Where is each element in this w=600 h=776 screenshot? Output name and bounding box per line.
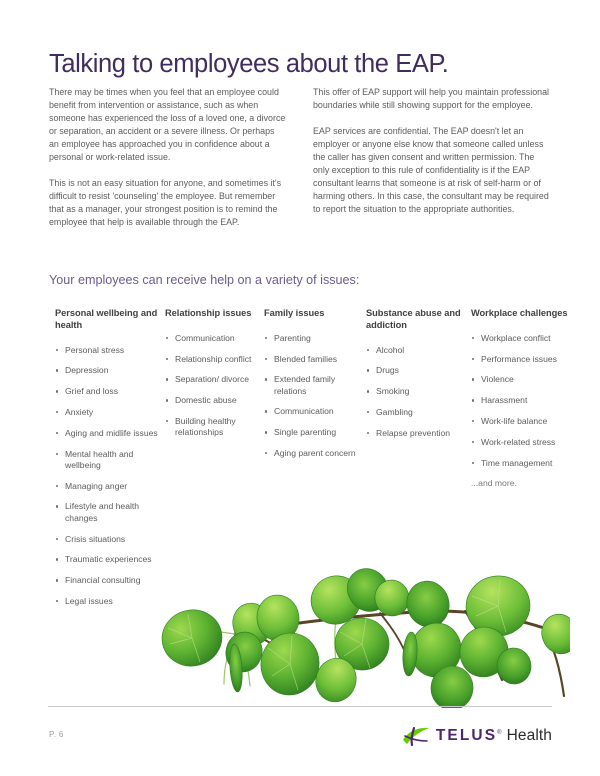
issue-column-heading: Substance abuse and addiction — [366, 308, 461, 330]
list-item: Legal issues — [55, 596, 165, 607]
list-item: Performance issues — [471, 354, 575, 365]
issue-list — [471, 333, 575, 469]
issue-column-family-issues — [264, 308, 366, 469]
list-item: Communication — [165, 333, 264, 344]
intro-paragraph: EAP services are confidential. The EAP doesn't let an employer or anyone else know that someone called unless the caller has given consent and written permission. The only exception to this rule of confidentiality is if the EAP consultant learns that someone is at risk of self-harm or of harming others. In this case, the consultant may be required to report the situation to the appropriate authorities. — [313, 126, 549, 214]
telus-health-logo — [401, 725, 552, 747]
list-item: Lifestyle and health changes — [55, 501, 165, 524]
list-item: Building healthy relationships — [165, 416, 264, 439]
intro-column-right — [313, 86, 550, 229]
list-item: Anxiety — [55, 407, 165, 418]
issue-list — [165, 333, 264, 439]
issue-list — [366, 345, 471, 439]
list-item: Crisis situations — [55, 534, 165, 545]
list-item: Harassment — [471, 395, 575, 406]
issue-column-heading: Workplace challenges — [471, 308, 568, 318]
registered-mark: ® — [497, 730, 502, 737]
page-number: P. 6 — [49, 730, 64, 739]
list-item: Domestic abuse — [165, 395, 264, 406]
list-item: Extended family relations — [264, 374, 366, 397]
green-leaves-branch-photo — [140, 556, 570, 708]
list-item: Aging and midlife issues — [55, 428, 165, 439]
list-item: Blended families — [264, 354, 366, 365]
list-item: Smoking — [366, 386, 471, 397]
list-item: Aging parent concern — [264, 448, 366, 459]
intro-paragraph: There may be times when you feel that an employee could benefit from intervention or assistance, such as when someone has experienced the loss of a loved one, a divorce or separation, an accident or a severe illness. Or perhaps an employee has approached you in confidence about a personal or work-related issue. — [49, 87, 286, 162]
list-item: Drugs — [366, 365, 471, 376]
intro-column-left — [49, 86, 286, 229]
issue-list — [264, 333, 366, 460]
list-item: Relationship conflict — [165, 354, 264, 365]
telus-swoosh-icon — [401, 726, 431, 747]
footer-divider — [48, 706, 552, 707]
list-item: Mental health and wellbeing — [55, 449, 165, 472]
list-item: Communication — [264, 406, 366, 417]
logo-product-text: Health — [506, 727, 552, 745]
list-item: Violence — [471, 374, 575, 385]
issue-column-heading: Family issues — [264, 308, 325, 318]
and-more-note: ...and more. — [471, 478, 517, 489]
page-title: Talking to employees about the EAP. — [49, 50, 449, 79]
list-item: Relapse prevention — [366, 428, 471, 439]
list-item: Workplace conflict — [471, 333, 575, 344]
section-subheading: Your employees can receive help on a variety of issues: — [49, 273, 360, 287]
logo-telus-word: TELUS — [435, 727, 498, 745]
list-item: Traumatic experiences — [55, 554, 165, 565]
issue-column-relationship-issues — [165, 308, 264, 448]
list-item: Time management — [471, 458, 575, 469]
intro-section — [49, 86, 551, 229]
list-item: Depression — [55, 365, 165, 376]
issue-column-heading: Relationship issues — [165, 308, 252, 318]
list-item: Single parenting — [264, 427, 366, 438]
list-item: Managing anger — [55, 481, 165, 492]
logo-brand-text — [436, 728, 502, 744]
list-item: Financial consulting — [55, 575, 165, 586]
list-item: Work-life balance — [471, 416, 575, 427]
intro-paragraph: This is not an easy situation for anyone, and sometimes it's difficult to resist 'counseling' the employee. But remember that as a manager, your strongest position is to remind the employee that help is available through the EAP. — [49, 178, 282, 227]
issue-column-substance-abuse-and-addiction — [366, 308, 471, 449]
list-item: Grief and loss — [55, 386, 165, 397]
intro-paragraph: This offer of EAP support will help you maintain professional boundaries while still showing support for the employee. — [313, 87, 549, 110]
list-item: Separation/ divorce — [165, 374, 264, 385]
list-item: Alcohol — [366, 345, 471, 356]
issue-column-workplace-challenges — [471, 308, 575, 490]
issue-column-heading: Personal wellbeing and health — [55, 308, 158, 330]
list-item: Gambling — [366, 407, 471, 418]
list-item: Personal stress — [55, 345, 165, 356]
list-item: Parenting — [264, 333, 366, 344]
list-item: Work-related stress — [471, 437, 575, 448]
